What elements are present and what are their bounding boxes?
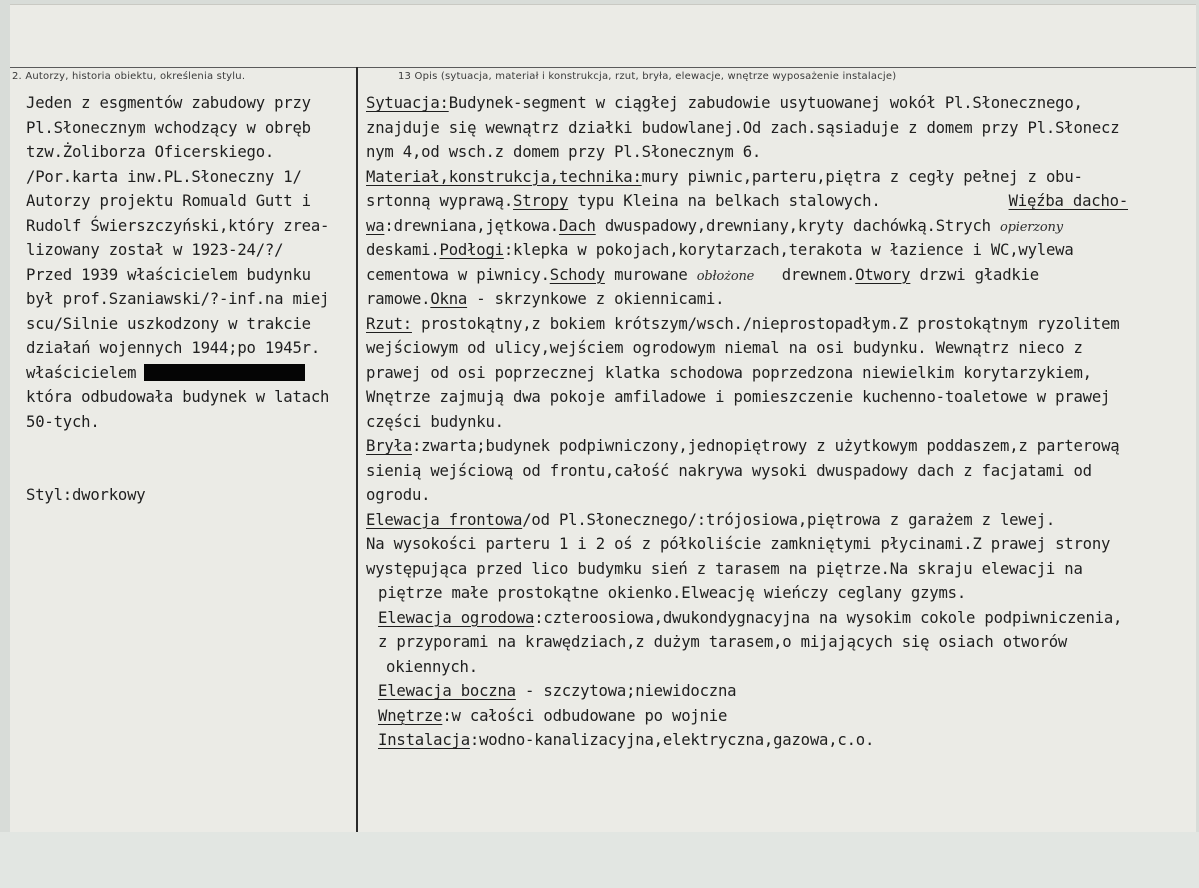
elewacja-frontowa-label: Elewacja frontowa — [366, 510, 523, 529]
elewacja-ogrodowa-label: Elewacja ogrodowa — [378, 608, 535, 627]
bryla-label: Bryła — [366, 437, 412, 455]
inventory-card — [10, 4, 1196, 833]
rzut-line: Wnętrze zajmują dwa pokoje amfiladowe i pomieszczenie kuchenno-toaletowe w prawej — [366, 388, 1111, 406]
wiezba-label: Więźba dacho- — [1008, 192, 1129, 210]
material-text: srtonną wyprawą. — [366, 192, 514, 210]
instalacja-text: :wodno-kanalizacyjna,elektryczna,gazowa,c.o. — [469, 731, 875, 749]
scan-background — [0, 832, 1199, 888]
history-line: Jeden z esgmentów zabudowy przy — [26, 94, 311, 112]
material-text: deskami. — [366, 241, 440, 259]
elewacja-ogrodowa-line: z przyporami na krawędziach,z dużym tarasem,o mijających się osiach otworów — [378, 633, 1068, 651]
instalacja-label: Instalacja — [378, 731, 470, 749]
podlogi-label: Podłogi — [439, 241, 504, 259]
material-text: typu Kleina na belkach stalowych. — [568, 192, 881, 210]
history-line: Przed 1939 właścicielem budynku — [26, 265, 311, 284]
wnetrze-label: Wnętrze — [378, 706, 443, 725]
material-label: Materiał,konstrukcja,technika: — [366, 167, 642, 186]
material-line — [366, 189, 1128, 214]
history-line: 50-tych. — [26, 412, 100, 431]
sytuacja-label: Sytuacja: — [366, 94, 449, 112]
schody-label: Schody — [549, 265, 605, 284]
sytuacja-text: Budynek-segment w ciągłej zabudowie usytuowanej wokół Pl.Słonecznego, — [448, 94, 1083, 112]
material-text: :drewniana,jętkowa. — [384, 216, 559, 235]
owner-line — [26, 361, 329, 386]
history-line: był prof.Szaniawski/?-inf.na miej — [26, 290, 330, 308]
rzut-line: wejściowym od ulicy,wejściem ogrodowym niemal na osi budynku. Wewnątrz nieco z — [366, 339, 1083, 357]
history-line: działań wojennych 1944;po 1945r. — [26, 339, 321, 357]
history-line: Pl.Słonecznym wchodzący w obręb — [26, 118, 311, 137]
stropy-label: Stropy — [513, 192, 569, 210]
material-line — [366, 214, 1128, 239]
elewacja-frontowa-text: /od Pl.Słonecznego/:trójosiowa,piętrowa z garażem z lewej. — [522, 510, 1056, 529]
rzut-text: prostokątny,z bokiem krótszym/wsch./nieprostopadłym.Z prostokątnym ryzolitem — [411, 314, 1120, 333]
elewacja-frontowa-line: występująca przed lico budymku sień z tarasem na piętrze.Na skraju elewacji na — [366, 559, 1083, 578]
otwory-label: Otwory — [855, 265, 911, 284]
material-text: murowane — [604, 265, 697, 284]
rzut-label: Rzut: — [366, 314, 412, 333]
rzut-line: prawej od osi poprzecznej klatka schodowa poprzedzona niewielkim korytarzykiem, — [366, 363, 1092, 382]
material-text: :klepka w pokojach,korytarzach,terakota w łazience i WC,wylewa — [503, 241, 1074, 259]
material-line — [366, 287, 1128, 312]
elewacja-ogrodowa-line — [366, 606, 1128, 631]
material-text: drewnem. — [754, 265, 856, 284]
header-divider — [10, 67, 1196, 68]
history-section — [26, 91, 329, 508]
history-line: Rudolf Świerszczyński,który zrea- — [26, 216, 330, 235]
history-line: lizowany został w 1923-24/?/ — [26, 241, 284, 259]
instalacja-line — [366, 728, 1128, 753]
bryla-line — [366, 434, 1128, 459]
elewacja-frontowa-line: Na wysokości parteru 1 i 2 oś z półkoliście zamkniętymi płycinami.Z prawej strony — [366, 535, 1111, 553]
elewacja-boczna-label: Elewacja boczna — [378, 682, 516, 700]
description-section — [366, 91, 1128, 753]
bryla-line: sienią wejściową od frontu,całość nakrywa wysoki dwuspadowy dach z facjatami od — [366, 461, 1092, 480]
material-text: dwuspadowy,drewniany,kryty dachówką.Strych — [595, 216, 1001, 235]
left-column-header: 2. Autorzy, historia obiektu, określenia stylu. — [12, 71, 246, 82]
sytuacja-line: nym 4,od wsch.z domem przy Pl.Słonecznym 6. — [366, 143, 762, 161]
material-text: drzwi gładkie — [910, 265, 1039, 284]
sytuacja-line: znajduje się wewnątrz działki budowlanej.Od zach.sąsiaduje z domem przy Pl.Słonecz — [366, 118, 1120, 137]
elewacja-frontowa-line: piętrze małe prostokątne okienko.Elweację wieńczy ceglany gzyms. — [378, 584, 967, 602]
history-line: tzw.Żoliborza Oficerskiego. — [26, 143, 275, 161]
wnetrze-text: :w całości odbudowane po wojnie — [442, 706, 728, 725]
history-line: Autorzy projektu Romuald Gutt i — [26, 192, 311, 210]
style-line: Styl:dworkowy — [26, 486, 146, 504]
wnetrze-line — [366, 704, 1128, 729]
bryla-text: :zwarta;budynek podpiwniczony,jednopiętrowy z użytkowym poddaszem,z parterową — [411, 437, 1120, 455]
elewacja-boczna-line — [366, 679, 1128, 704]
rzut-line — [366, 312, 1128, 337]
material-text: - skrzynkowe z okiennicami. — [467, 290, 725, 308]
handwritten-note: opierzony — [1000, 219, 1063, 235]
okna-label: Okna — [430, 290, 468, 308]
material-text: ramowe. — [366, 290, 431, 308]
elewacja-frontowa-line — [366, 508, 1128, 533]
right-column-header: 13 Opis (sytuacja, materiał i konstrukcja, rzut, bryła, elewacje, wnętrze wyposażenie instalacje) — [398, 71, 897, 82]
material-line — [366, 263, 1128, 288]
material-line — [366, 238, 1128, 263]
material-text: cementowa w piwnicy. — [366, 265, 550, 284]
column-divider — [356, 67, 358, 833]
elewacja-boczna-text: - szczytowa;niewidoczna — [515, 682, 737, 700]
owner-label: właścicielem — [26, 363, 137, 382]
elewacja-ogrodowa-line: okiennych. — [386, 657, 478, 676]
bryla-line: ogrodu. — [366, 486, 431, 504]
sytuacja-line — [366, 91, 1128, 116]
rzut-line: części budynku. — [366, 412, 504, 431]
redacted-name-bar — [144, 364, 305, 381]
history-line: która odbudowała budynek w latach — [26, 388, 330, 406]
handwritten-note: obłożone — [696, 268, 755, 284]
history-line: /Por.karta inw.PL.Słoneczny 1/ — [26, 167, 302, 186]
wiezba-label-cont: wa — [366, 216, 385, 235]
history-line: scu/Silnie uszkodzony w trakcie — [26, 314, 311, 333]
elewacja-ogrodowa-text: :czteroosiowa,dwukondygnacyjna na wysokim cokole podpiwniczenia, — [534, 608, 1123, 627]
material-text: mury piwnic,parteru,piętra z cegły pełnej z obu- — [641, 167, 1083, 186]
material-line — [366, 165, 1128, 190]
dach-label: Dach — [558, 216, 596, 235]
